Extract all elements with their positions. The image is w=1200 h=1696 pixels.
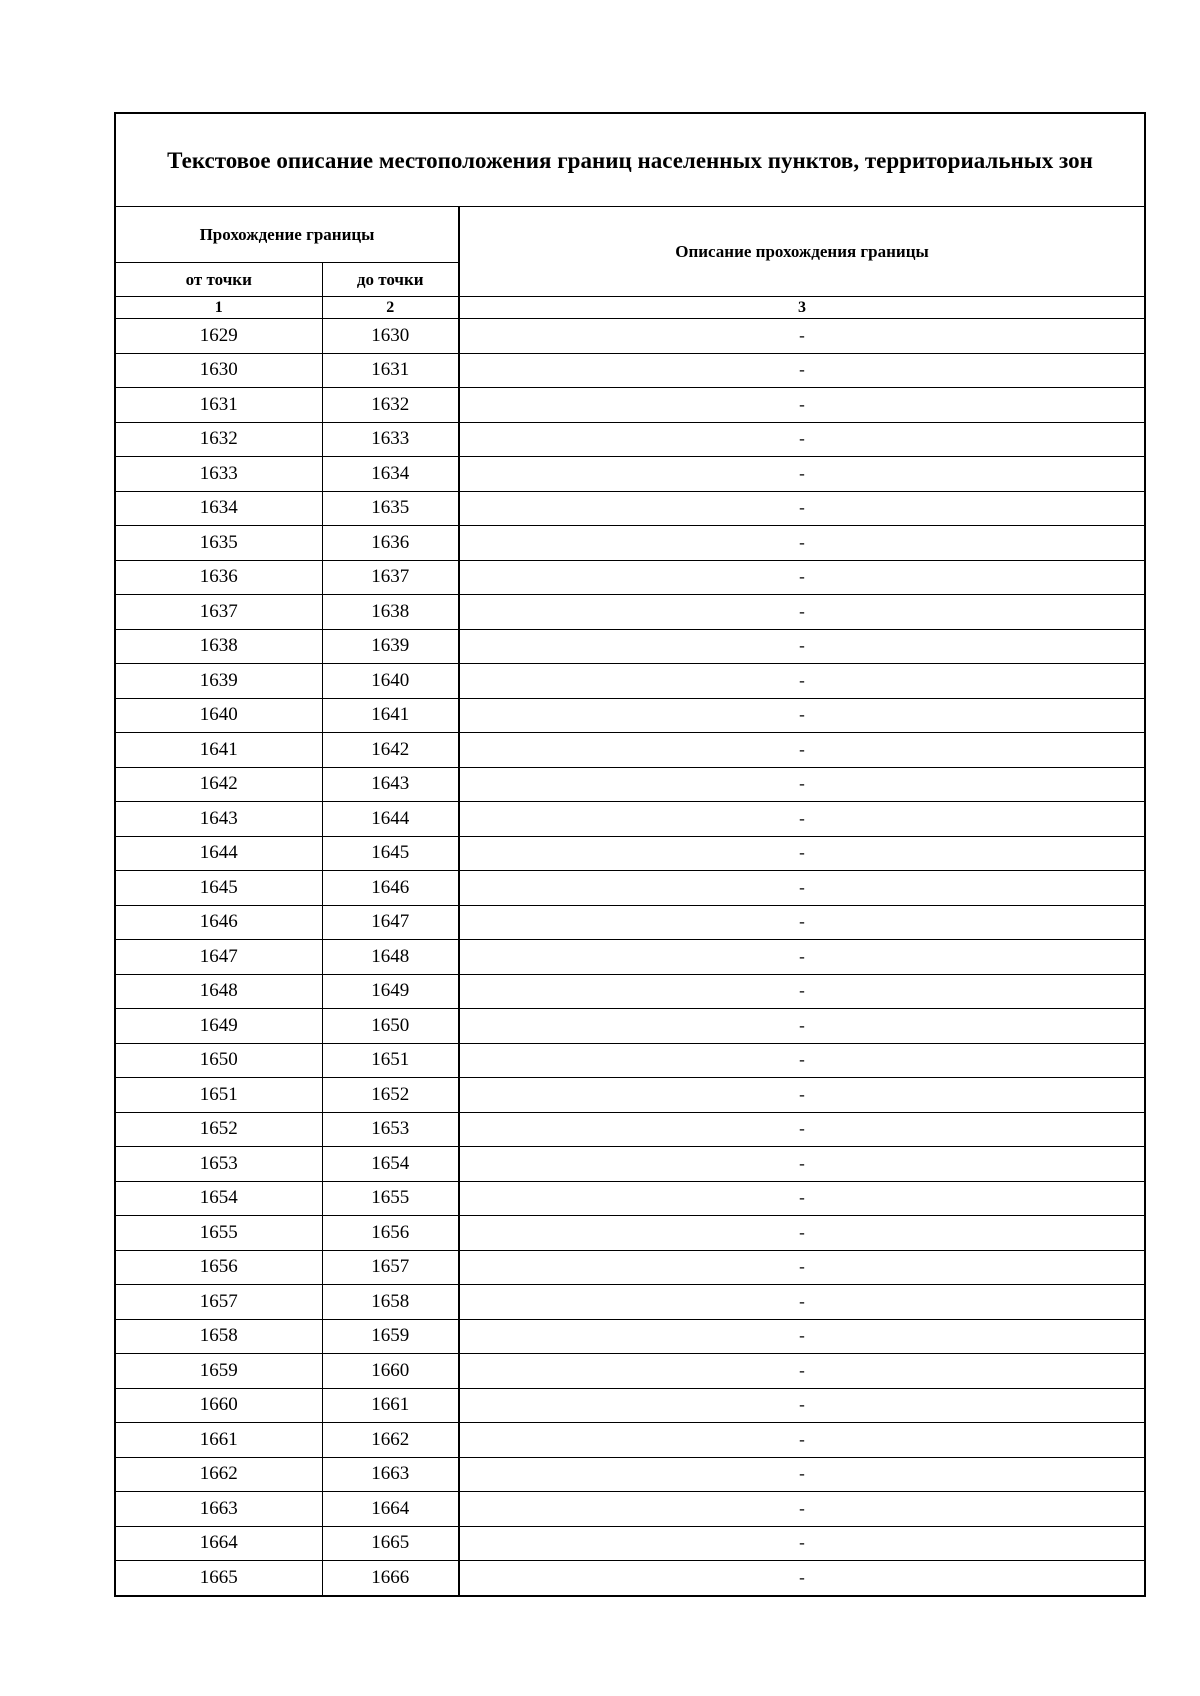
cell-from-point: 1665 — [116, 1561, 322, 1595]
cell-to-point: 1649 — [322, 974, 459, 1009]
table-row — [116, 1216, 1144, 1251]
boundary-table — [116, 114, 1144, 1595]
table-row — [116, 1319, 1144, 1354]
cell-description: - — [459, 457, 1144, 492]
table-row — [116, 1009, 1144, 1044]
header-description: Описание прохождения границы — [459, 207, 1144, 297]
cell-to-point: 1631 — [322, 353, 459, 388]
header-from-point: от точки — [116, 263, 322, 297]
cell-description: - — [459, 836, 1144, 871]
cell-from-point: 1641 — [116, 733, 322, 768]
cell-description: - — [459, 1009, 1144, 1044]
header-col-number-3: 3 — [459, 297, 1144, 319]
cell-description: - — [459, 1492, 1144, 1527]
cell-to-point: 1651 — [322, 1043, 459, 1078]
cell-from-point: 1649 — [116, 1009, 322, 1044]
table-row — [116, 457, 1144, 492]
table-row — [116, 1181, 1144, 1216]
cell-to-point: 1634 — [322, 457, 459, 492]
cell-to-point: 1661 — [322, 1388, 459, 1423]
cell-description: - — [459, 422, 1144, 457]
cell-description: - — [459, 1043, 1144, 1078]
table-row — [116, 1526, 1144, 1561]
cell-from-point: 1663 — [116, 1492, 322, 1527]
header-col-number-1: 1 — [116, 297, 322, 319]
cell-to-point: 1652 — [322, 1078, 459, 1113]
cell-from-point: 1631 — [116, 388, 322, 423]
table-row — [116, 1112, 1144, 1147]
cell-from-point: 1655 — [116, 1216, 322, 1251]
cell-to-point: 1637 — [322, 560, 459, 595]
table-row — [116, 1147, 1144, 1182]
cell-from-point: 1653 — [116, 1147, 322, 1182]
table-row — [116, 560, 1144, 595]
header-to-point: до точки — [322, 263, 459, 297]
cell-from-point: 1644 — [116, 836, 322, 871]
cell-to-point: 1641 — [322, 698, 459, 733]
cell-description: - — [459, 1526, 1144, 1561]
cell-to-point: 1630 — [322, 319, 459, 354]
document-title: Текстовое описание местоположения границ населенных пунктов, территориальных зон — [116, 114, 1144, 207]
table-row — [116, 1423, 1144, 1458]
table-row — [116, 595, 1144, 630]
cell-description: - — [459, 560, 1144, 595]
cell-to-point: 1650 — [322, 1009, 459, 1044]
cell-from-point: 1659 — [116, 1354, 322, 1389]
cell-from-point: 1646 — [116, 905, 322, 940]
cell-from-point: 1662 — [116, 1457, 322, 1492]
cell-description: - — [459, 595, 1144, 630]
cell-to-point: 1636 — [322, 526, 459, 561]
header-col-number-2: 2 — [322, 297, 459, 319]
cell-to-point: 1644 — [322, 802, 459, 837]
table-row — [116, 698, 1144, 733]
cell-description: - — [459, 1250, 1144, 1285]
cell-to-point: 1635 — [322, 491, 459, 526]
cell-from-point: 1633 — [116, 457, 322, 492]
cell-description: - — [459, 974, 1144, 1009]
cell-to-point: 1664 — [322, 1492, 459, 1527]
cell-description: - — [459, 1112, 1144, 1147]
table-row — [116, 353, 1144, 388]
cell-from-point: 1636 — [116, 560, 322, 595]
table-row — [116, 1078, 1144, 1113]
cell-to-point: 1659 — [322, 1319, 459, 1354]
cell-description: - — [459, 1319, 1144, 1354]
table-row — [116, 802, 1144, 837]
cell-from-point: 1637 — [116, 595, 322, 630]
cell-from-point: 1654 — [116, 1181, 322, 1216]
cell-to-point: 1645 — [322, 836, 459, 871]
table-row — [116, 388, 1144, 423]
cell-to-point: 1633 — [322, 422, 459, 457]
cell-to-point: 1646 — [322, 871, 459, 906]
cell-from-point: 1650 — [116, 1043, 322, 1078]
cell-to-point: 1653 — [322, 1112, 459, 1147]
cell-from-point: 1658 — [116, 1319, 322, 1354]
cell-from-point: 1647 — [116, 940, 322, 975]
cell-description: - — [459, 871, 1144, 906]
cell-to-point: 1658 — [322, 1285, 459, 1320]
cell-from-point: 1634 — [116, 491, 322, 526]
table-row — [116, 491, 1144, 526]
table-row — [116, 1285, 1144, 1320]
cell-to-point: 1665 — [322, 1526, 459, 1561]
cell-to-point: 1642 — [322, 733, 459, 768]
cell-to-point: 1660 — [322, 1354, 459, 1389]
cell-description: - — [459, 526, 1144, 561]
table-row — [116, 629, 1144, 664]
table-row — [116, 1457, 1144, 1492]
cell-from-point: 1642 — [116, 767, 322, 802]
table-row — [116, 767, 1144, 802]
cell-to-point: 1663 — [322, 1457, 459, 1492]
cell-to-point: 1662 — [322, 1423, 459, 1458]
cell-to-point: 1648 — [322, 940, 459, 975]
cell-description: - — [459, 1423, 1144, 1458]
cell-from-point: 1635 — [116, 526, 322, 561]
cell-description: - — [459, 802, 1144, 837]
cell-to-point: 1657 — [322, 1250, 459, 1285]
cell-from-point: 1640 — [116, 698, 322, 733]
table-row — [116, 940, 1144, 975]
cell-description: - — [459, 491, 1144, 526]
cell-description: - — [459, 905, 1144, 940]
cell-to-point: 1655 — [322, 1181, 459, 1216]
cell-from-point: 1664 — [116, 1526, 322, 1561]
cell-from-point: 1652 — [116, 1112, 322, 1147]
table-row — [116, 1250, 1144, 1285]
table-row — [116, 664, 1144, 699]
table-body — [116, 319, 1144, 1595]
cell-description: - — [459, 733, 1144, 768]
cell-from-point: 1645 — [116, 871, 322, 906]
cell-description: - — [459, 664, 1144, 699]
table-row — [116, 871, 1144, 906]
cell-description: - — [459, 767, 1144, 802]
cell-description: - — [459, 1354, 1144, 1389]
table-row — [116, 974, 1144, 1009]
cell-description: - — [459, 353, 1144, 388]
cell-description: - — [459, 698, 1144, 733]
cell-description: - — [459, 1147, 1144, 1182]
cell-description: - — [459, 319, 1144, 354]
cell-to-point: 1647 — [322, 905, 459, 940]
table-row — [116, 526, 1144, 561]
cell-from-point: 1651 — [116, 1078, 322, 1113]
cell-from-point: 1657 — [116, 1285, 322, 1320]
cell-description: - — [459, 1457, 1144, 1492]
table-row — [116, 1354, 1144, 1389]
table-row — [116, 1561, 1144, 1595]
cell-from-point: 1639 — [116, 664, 322, 699]
cell-description: - — [459, 1216, 1144, 1251]
table-row — [116, 836, 1144, 871]
document-page — [114, 112, 1146, 1597]
cell-from-point: 1661 — [116, 1423, 322, 1458]
cell-to-point: 1643 — [322, 767, 459, 802]
table-row — [116, 733, 1144, 768]
cell-from-point: 1656 — [116, 1250, 322, 1285]
cell-from-point: 1630 — [116, 353, 322, 388]
cell-to-point: 1638 — [322, 595, 459, 630]
cell-from-point: 1629 — [116, 319, 322, 354]
cell-description: - — [459, 629, 1144, 664]
cell-to-point: 1640 — [322, 664, 459, 699]
cell-to-point: 1632 — [322, 388, 459, 423]
cell-from-point: 1638 — [116, 629, 322, 664]
cell-description: - — [459, 940, 1144, 975]
cell-to-point: 1639 — [322, 629, 459, 664]
cell-to-point: 1666 — [322, 1561, 459, 1595]
cell-description: - — [459, 1388, 1144, 1423]
cell-to-point: 1656 — [322, 1216, 459, 1251]
cell-from-point: 1643 — [116, 802, 322, 837]
cell-description: - — [459, 1561, 1144, 1595]
header-boundary-passage: Прохождение границы — [116, 207, 459, 263]
cell-from-point: 1648 — [116, 974, 322, 1009]
table-row — [116, 1388, 1144, 1423]
cell-description: - — [459, 388, 1144, 423]
table-row — [116, 1043, 1144, 1078]
cell-description: - — [459, 1285, 1144, 1320]
table-row — [116, 319, 1144, 354]
cell-description: - — [459, 1181, 1144, 1216]
table-row — [116, 1492, 1144, 1527]
cell-description: - — [459, 1078, 1144, 1113]
cell-from-point: 1632 — [116, 422, 322, 457]
cell-to-point: 1654 — [322, 1147, 459, 1182]
cell-from-point: 1660 — [116, 1388, 322, 1423]
table-row — [116, 422, 1144, 457]
table-row — [116, 905, 1144, 940]
